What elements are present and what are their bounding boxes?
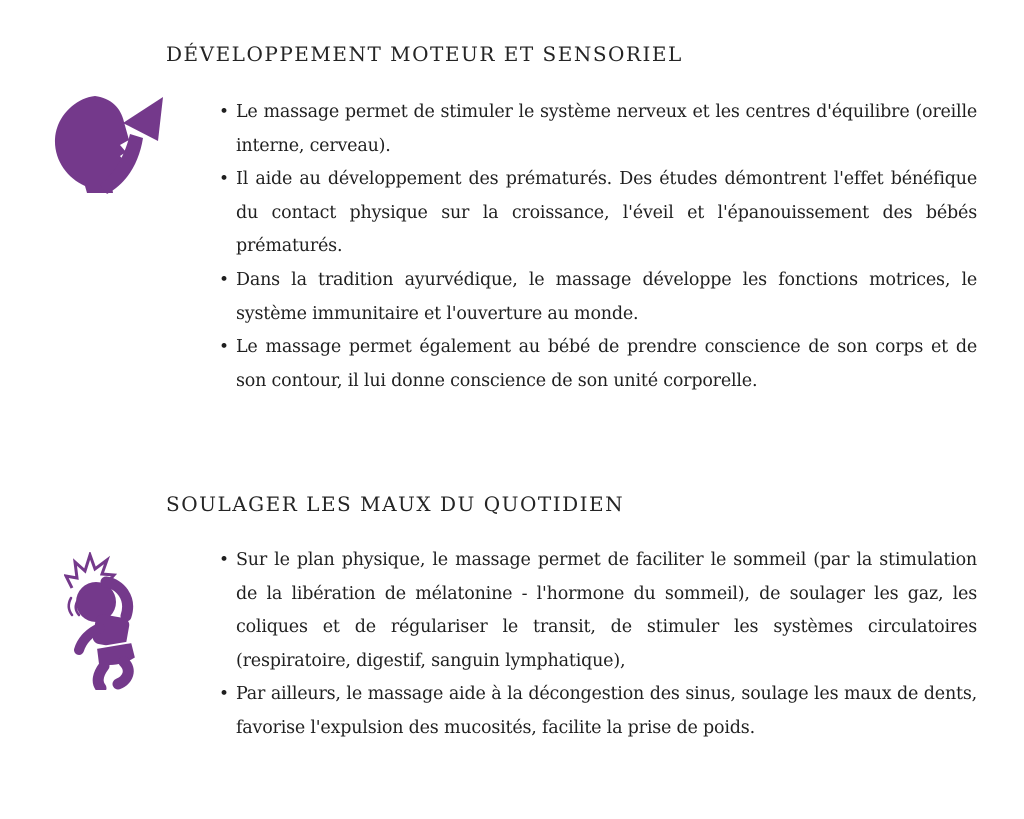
bullet-item: • Sur le plan physique, le massage permet de faciliter le sommeil (par la stimulation de la libération de mélatonine - l'hormone du sommeil), de soulager les gaz, les coliques et de régulariser le transit, de stimuler les systèmes circulatoires (respiratoire, digestif, sanguin lymphatique), — [217, 544, 977, 678]
baby-head-growth-arrow-icon — [45, 93, 169, 195]
bullet-item: • Le massage permet de stimuler le système nerveux et les centres d'équilibre (oreille interne, cerveau). — [217, 96, 977, 163]
section-heading-motor-sensory: DÉVELOPPEMENT MOTEUR ET SENSORIEL — [166, 42, 683, 66]
bullet-item: • Dans la tradition ayurvédique, le massage développe les fonctions motrices, le système immunitaire et l'ouverture au monde. — [217, 264, 977, 331]
crying-baby-pain-icon — [64, 552, 148, 690]
bullet-item: • Le massage permet également au bébé de prendre conscience de son corps et de son contour, il lui donne conscience de son unité corporelle. — [217, 331, 977, 398]
bullet-item: • Par ailleurs, le massage aide à la décongestion des sinus, soulage les maux de dents, favorise l'expulsion des mucosités, facilite la prise de poids. — [217, 678, 977, 745]
bullet-list-motor-sensory — [217, 96, 977, 398]
section-heading-daily-aches: SOULAGER LES MAUX DU QUOTIDIEN — [166, 492, 625, 516]
bullet-list-daily-aches — [217, 544, 977, 746]
bullet-item: • Il aide au développement des prématurés. Des études démontrent l'effet bénéfique du contact physique sur la croissance, l'éveil et l'épanouissement des bébés prématurés. — [217, 163, 977, 264]
